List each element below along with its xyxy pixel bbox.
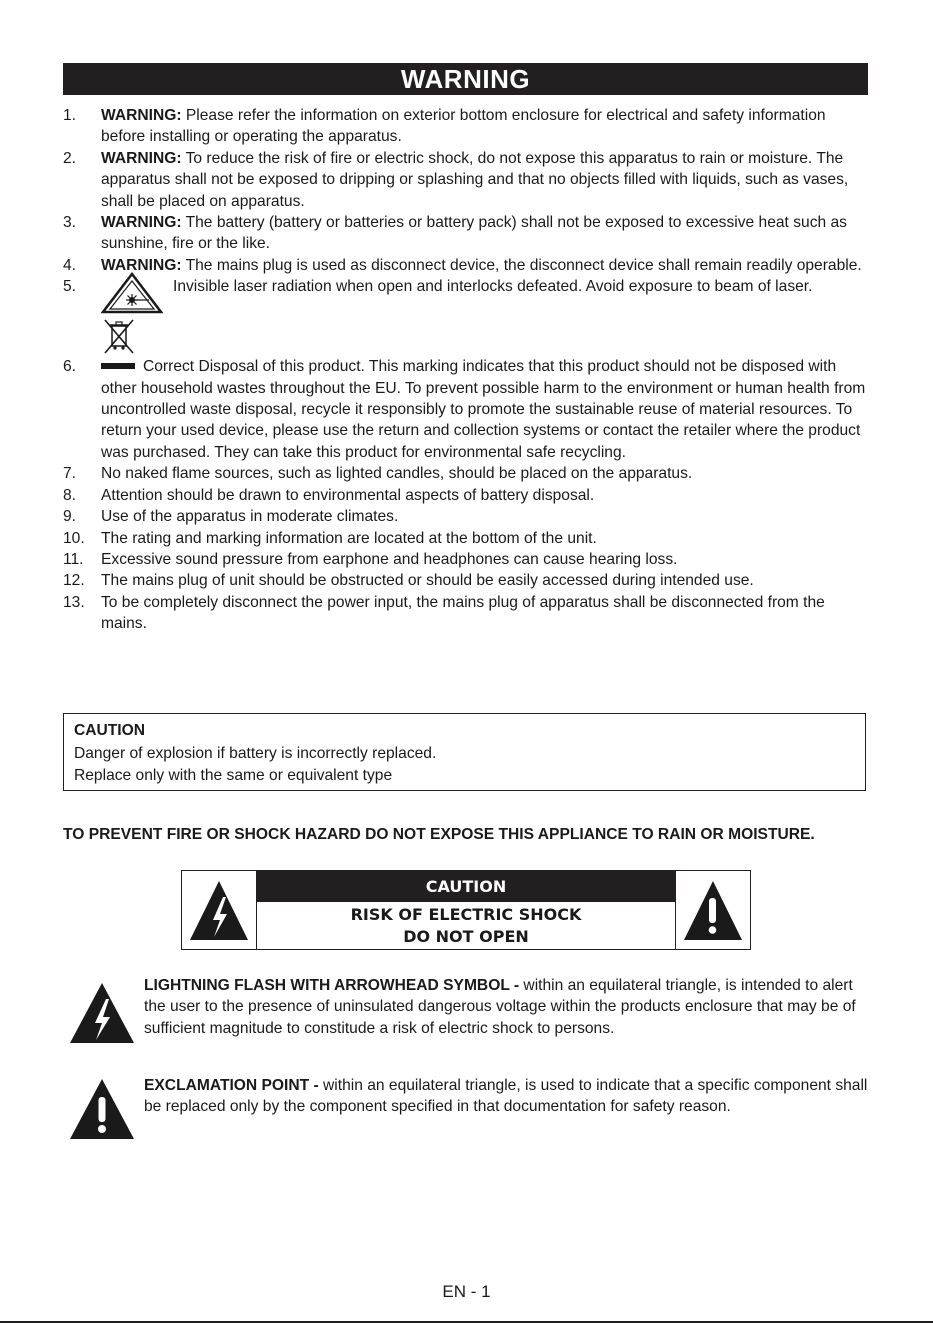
shock-caution-label [181,870,751,950]
exclamation-symbol-definition [68,1075,868,1118]
lightning-triangle-icon [182,871,255,949]
caution-line: Danger of explosion if battery is incorrectly replaced. [74,745,437,763]
list-item [63,148,868,212]
caution-box [63,713,866,791]
item-number: 1. [63,107,77,124]
list-item [63,549,868,570]
label-right-cell [675,871,750,949]
item-text: Use of the apparatus in moderate climates. [101,508,399,526]
lightning-triangle-icon [68,981,136,1045]
item-warning-label: WARNING: [101,214,182,232]
label-left-cell [182,871,257,949]
list-item [63,506,868,527]
list-item [63,212,868,255]
item-text: Excessive sound pressure from earphone and headphones can cause hearing loss. [101,550,678,568]
list-item [63,356,868,463]
list-item [63,485,868,506]
bin-icon-row [63,314,868,356]
item-number: 11. [63,550,84,568]
item-number: 8. [63,486,77,504]
list-item [63,528,868,549]
item-number: 3. [63,214,77,232]
list-item [63,255,868,276]
list-item [63,105,868,148]
lightning-symbol-text: within an equilateral triangle, is intended to alert the user to the presence of uninsulated dangerous voltage within the products enclosure that may be of sufficient magnitude to constitude a risk of electric shock to persons. [144,977,856,1037]
label-line: RISK OF ELECTRIC SHOCK [350,905,582,924]
item-number: 2. [63,149,77,167]
list-item [63,276,868,314]
exclamation-symbol-text: within an equilateral triangle, is used to indicate that a specific component shall be replaced only by the component specified in that documentation for safety reason. [144,1077,868,1116]
list-item [63,463,868,484]
item-number: 9. [63,508,77,526]
caution-line: Replace only with the same or equivalent type [74,766,393,784]
item-number: 6. [63,358,77,376]
item-warning-label: WARNING: [101,256,182,274]
prevent-hazard-notice: TO PREVENT FIRE OR SHOCK HAZARD DO NOT EXPOSE THIS APPLIANCE TO RAIN OR MOISTURE. [63,826,815,843]
item-number: 4. [63,256,77,274]
crossed-bin-icon [101,316,137,356]
caution-title: CAUTION [74,722,146,739]
item-number: 7. [63,465,77,483]
item-text: To be completely disconnect the power input, the mains plug of apparatus shall be disconnected from the mains. [101,593,825,633]
item-text: The mains plug is used as disconnect device, the disconnect device shall remain readily operable. [181,256,862,274]
item-text: Invisible laser radiation when open and interlocks defeated. Avoid exposure to beam of laser. [173,278,813,296]
exclamation-triangle-icon [676,871,749,949]
item-text: Correct Disposal of this product. This marking indicates that this product should not be disposed with other household wastes throughout the EU. To prevent possible harm to the environment or human health from uncontrolled waste disposal, recycle it responsibly to promote the sustainable reuse of material resources. To return your used device, please use the return and collection systems or contact the retailer where the product was purchased. They can take this product for environmental safe recycling. [101,358,866,461]
exclamation-symbol-title: EXCLAMATION POINT - [144,1077,319,1094]
label-caution-title: CAUTION [257,871,675,902]
lightning-symbol-title: LIGHTNING FLASH WITH ARROWHEAD SYMBOL - [144,977,520,994]
item-text: The rating and marking information are located at the bottom of the unit. [101,529,597,547]
lightning-symbol-definition [68,975,868,1039]
item-number: 12. [63,572,85,590]
page-number: EN - 1 [442,1282,491,1301]
item-number: 10. [63,529,85,547]
warning-list [63,105,868,635]
laser-warning-icon [101,272,163,314]
item-number: 5. [63,278,77,296]
item-text: No naked flame sources, such as lighted candles, should be placed on the apparatus. [101,465,693,483]
label-line: DO NOT OPEN [403,927,529,946]
warning-banner: WARNING [63,63,868,95]
item-text: The battery (battery or batteries or battery pack) shall not be exposed to excessive heat such as sunshine, fire or the like. [101,214,847,253]
bar-symbol-icon [101,363,135,369]
item-warning-label: WARNING: [101,149,182,167]
list-item [63,570,868,591]
item-text: Please refer the information on exterior bottom enclosure for electrical and safety information before installing or operating the apparatus. [101,107,826,146]
item-text: To reduce the risk of fire or electric shock, do not expose this apparatus to rain or moisture. The apparatus shall not be exposed to dripping or splashing and that no objects filled with liquids, such as vases, shall be placed on apparatus. [101,149,849,210]
list-item [63,592,868,635]
exclamation-triangle-icon [68,1077,136,1141]
item-text: Attention should be drawn to environmental aspects of battery disposal. [101,486,595,504]
item-text: The mains plug of unit should be obstructed or should be easily accessed during intended use. [101,572,754,590]
item-number: 13. [63,593,85,611]
label-shock-text [257,902,675,949]
item-warning-label: WARNING: [101,107,182,124]
bottom-divider [0,1321,933,1323]
